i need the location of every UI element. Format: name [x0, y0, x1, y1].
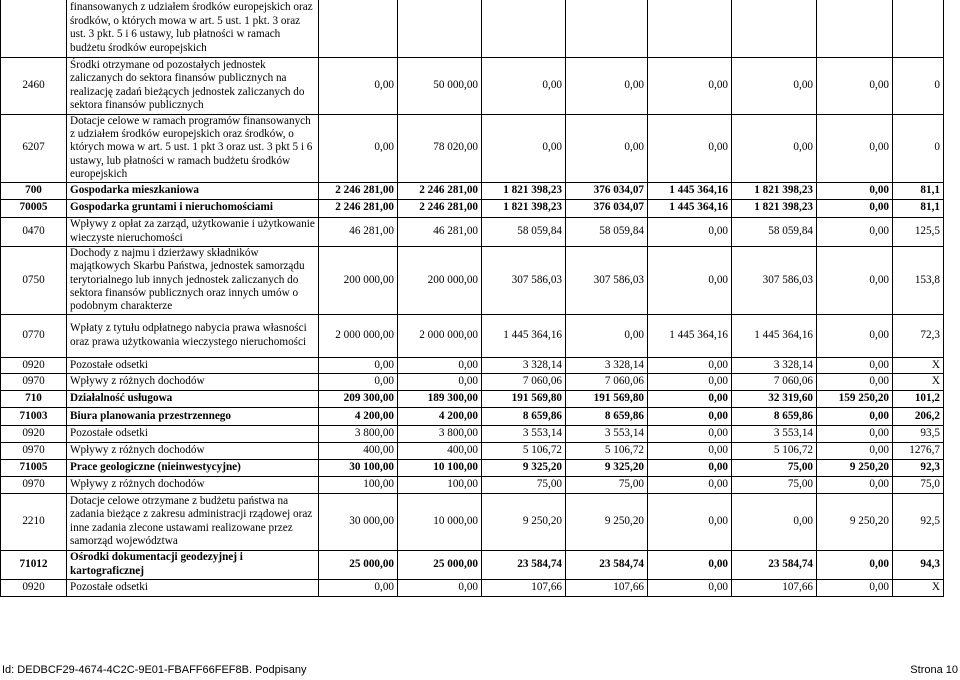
value-plan-initial: 0,00: [319, 57, 398, 114]
table-row: [1, 442, 944, 459]
value-execution-total: 8 659,86: [482, 407, 566, 425]
value-execution-total: 3 553,14: [482, 425, 566, 442]
value-plan-initial: 200 000,00: [319, 246, 398, 314]
item-description: Pozostałe odsetki: [67, 357, 319, 373]
item-description: Biura planowania przestrzennego: [67, 407, 319, 425]
value-plan-after-changes: 2 246 281,00: [398, 199, 482, 217]
table-row: [1, 246, 944, 314]
table-row: [1, 199, 944, 217]
value-execution-total: 191 569,80: [482, 390, 566, 407]
table-row: [1, 114, 944, 182]
classification-code: 710: [1, 390, 67, 407]
value-receivables: 7 060,06: [732, 373, 817, 390]
value-overdue: 159 250,20: [817, 390, 893, 407]
value-plan-initial: 46 281,00: [319, 217, 398, 246]
classification-code: 70005: [1, 199, 67, 217]
value-plan-after-changes: 189 300,00: [398, 390, 482, 407]
value-receivables: 107,66: [732, 579, 817, 596]
value-overdue: 0,00: [817, 217, 893, 246]
value-percent: 206,2: [893, 407, 944, 425]
value-plan-after-changes: 3 800,00: [398, 425, 482, 442]
value-execution-part-b: [648, 0, 732, 57]
classification-code: 2460: [1, 57, 67, 114]
item-description: Dotacje celowe otrzymane z budżetu państwa na zadania bieżące z zakresu administracji rządowej oraz inne zadania zlecone ustawami realizowane przez samorząd województwa: [67, 493, 319, 550]
value-receivables: 8 659,86: [732, 407, 817, 425]
value-execution-total: 0,00: [482, 114, 566, 182]
value-execution-part-b: 1 445 364,16: [648, 182, 732, 199]
value-execution-part-b: 0,00: [648, 373, 732, 390]
value-plan-initial: 0,00: [319, 114, 398, 182]
table-row: [1, 493, 944, 550]
value-execution-part-b: 0,00: [648, 357, 732, 373]
classification-code: 0970: [1, 476, 67, 493]
value-plan-initial: 2 000 000,00: [319, 314, 398, 357]
classification-code: 0750: [1, 246, 67, 314]
table-row: [1, 357, 944, 373]
item-description: Wpłaty z tytułu odpłatnego nabycia prawa własności oraz prawa użytkowania wieczystego nieruchomości: [67, 314, 319, 357]
value-execution-part-a: 58 059,84: [566, 217, 648, 246]
value-execution-part-b: 0,00: [648, 390, 732, 407]
table-row: [1, 57, 944, 114]
value-percent: 92,3: [893, 459, 944, 476]
classification-code: 71003: [1, 407, 67, 425]
classification-code: 71005: [1, 459, 67, 476]
item-description: Gospodarka gruntami i nieruchomościami: [67, 199, 319, 217]
value-plan-after-changes: 50 000,00: [398, 57, 482, 114]
item-description: Dotacje celowe w ramach programów finansowanych z udziałem środków europejskich oraz środków, o których mowa w art. 5 ust. 1 pkt 3 oraz ust. 3 pkt 5 i 6 ustawy, lub płatności w ramach budżetu środków europejskich: [67, 114, 319, 182]
value-execution-part-b: 0,00: [648, 459, 732, 476]
value-percent: X: [893, 357, 944, 373]
value-execution-part-b: 0,00: [648, 579, 732, 596]
value-execution-part-a: [566, 0, 648, 57]
item-description: Pozostałe odsetki: [67, 579, 319, 596]
value-execution-total: [482, 0, 566, 57]
value-execution-part-a: 376 034,07: [566, 182, 648, 199]
value-execution-part-a: 107,66: [566, 579, 648, 596]
value-plan-after-changes: 0,00: [398, 579, 482, 596]
value-percent: [893, 0, 944, 57]
value-receivables: 0,00: [732, 57, 817, 114]
table-row: [1, 550, 944, 579]
classification-code: 0920: [1, 579, 67, 596]
value-plan-initial: 30 100,00: [319, 459, 398, 476]
value-execution-part-a: 23 584,74: [566, 550, 648, 579]
value-execution-total: 23 584,74: [482, 550, 566, 579]
classification-code: [1, 0, 67, 57]
value-overdue: [817, 0, 893, 57]
table-row: [1, 407, 944, 425]
value-overdue: 0,00: [817, 373, 893, 390]
value-execution-total: 1 821 398,23: [482, 199, 566, 217]
value-execution-part-b: 1 445 364,16: [648, 199, 732, 217]
item-description: Wpływy z różnych dochodów: [67, 476, 319, 493]
value-execution-part-b: 0,00: [648, 550, 732, 579]
value-overdue: 0,00: [817, 425, 893, 442]
value-execution-part-a: 75,00: [566, 476, 648, 493]
value-overdue: 0,00: [817, 57, 893, 114]
item-description: Prace geologiczne (nieinwestycyjne): [67, 459, 319, 476]
classification-code: 71012: [1, 550, 67, 579]
value-execution-total: 3 328,14: [482, 357, 566, 373]
value-execution-total: 1 821 398,23: [482, 182, 566, 199]
value-overdue: 0,00: [817, 114, 893, 182]
value-execution-part-a: 7 060,06: [566, 373, 648, 390]
value-receivables: 0,00: [732, 493, 817, 550]
value-plan-initial: 3 800,00: [319, 425, 398, 442]
table-row: [1, 373, 944, 390]
value-plan-after-changes: 4 200,00: [398, 407, 482, 425]
value-execution-total: 0,00: [482, 57, 566, 114]
table-row: [1, 217, 944, 246]
value-overdue: 0,00: [817, 442, 893, 459]
value-plan-after-changes: 46 281,00: [398, 217, 482, 246]
value-execution-total: 9 325,20: [482, 459, 566, 476]
value-execution-part-b: 0,00: [648, 493, 732, 550]
value-overdue: 9 250,20: [817, 459, 893, 476]
value-percent: 94,3: [893, 550, 944, 579]
value-receivables: 5 106,72: [732, 442, 817, 459]
classification-code: 6207: [1, 114, 67, 182]
value-execution-part-b: 0,00: [648, 57, 732, 114]
classification-code: 700: [1, 182, 67, 199]
value-receivables: [732, 0, 817, 57]
value-plan-after-changes: 2 000 000,00: [398, 314, 482, 357]
item-description: Pozostałe odsetki: [67, 425, 319, 442]
value-percent: 81,1: [893, 182, 944, 199]
value-receivables: 1 821 398,23: [732, 182, 817, 199]
table-row: [1, 390, 944, 407]
document-id: Id: DEDBCF29-4674-4C2C-9E01-FBAFF66FEF8B. Podpisany: [2, 664, 307, 676]
classification-code: 0920: [1, 357, 67, 373]
value-percent: X: [893, 579, 944, 596]
value-plan-after-changes: 10 000,00: [398, 493, 482, 550]
value-receivables: 75,00: [732, 476, 817, 493]
value-execution-part-a: 9 250,20: [566, 493, 648, 550]
value-plan-after-changes: 400,00: [398, 442, 482, 459]
value-overdue: 0,00: [817, 246, 893, 314]
value-execution-total: 107,66: [482, 579, 566, 596]
value-execution-part-a: 8 659,86: [566, 407, 648, 425]
value-plan-initial: 209 300,00: [319, 390, 398, 407]
value-percent: 0: [893, 114, 944, 182]
value-percent: 81,1: [893, 199, 944, 217]
value-plan-initial: 30 000,00: [319, 493, 398, 550]
value-receivables: 3 328,14: [732, 357, 817, 373]
value-plan-initial: [319, 0, 398, 57]
value-overdue: 0,00: [817, 314, 893, 357]
value-overdue: 0,00: [817, 407, 893, 425]
value-percent: 153,8: [893, 246, 944, 314]
value-overdue: 0,00: [817, 199, 893, 217]
value-execution-part-b: 1 445 364,16: [648, 314, 732, 357]
value-plan-initial: 0,00: [319, 373, 398, 390]
table-row: [1, 476, 944, 493]
value-plan-initial: 2 246 281,00: [319, 182, 398, 199]
value-percent: X: [893, 373, 944, 390]
item-description: Wpływy z opłat za zarząd, użytkowanie i użytkowanie wieczyste nieruchomości: [67, 217, 319, 246]
value-plan-after-changes: 0,00: [398, 373, 482, 390]
classification-code: 0470: [1, 217, 67, 246]
value-execution-part-b: 0,00: [648, 425, 732, 442]
value-execution-total: 7 060,06: [482, 373, 566, 390]
value-execution-part-a: 191 569,80: [566, 390, 648, 407]
value-execution-part-a: 5 106,72: [566, 442, 648, 459]
table-row: [1, 0, 944, 57]
value-receivables: 32 319,60: [732, 390, 817, 407]
value-percent: 125,5: [893, 217, 944, 246]
item-description: Gospodarka mieszkaniowa: [67, 182, 319, 199]
table-row: [1, 182, 944, 199]
item-description: Ośrodki dokumentacji geodezyjnej i kartograficznej: [67, 550, 319, 579]
value-plan-initial: 400,00: [319, 442, 398, 459]
value-execution-part-b: 0,00: [648, 114, 732, 182]
value-plan-initial: 0,00: [319, 357, 398, 373]
value-overdue: 0,00: [817, 182, 893, 199]
value-execution-total: 5 106,72: [482, 442, 566, 459]
value-plan-after-changes: 2 246 281,00: [398, 182, 482, 199]
value-receivables: 1 821 398,23: [732, 199, 817, 217]
classification-code: 0770: [1, 314, 67, 357]
value-execution-part-a: 3 328,14: [566, 357, 648, 373]
value-overdue: 9 250,20: [817, 493, 893, 550]
item-description: Dochody z najmu i dzierżawy składników majątkowych Skarbu Państwa, jednostek samorządu terytorialnego lub innych jednostek zaliczanych do sektora finansów publicznych oraz innych umów o podobnym charakterze: [67, 246, 319, 314]
value-overdue: 0,00: [817, 579, 893, 596]
value-plan-initial: 25 000,00: [319, 550, 398, 579]
value-percent: 92,5: [893, 493, 944, 550]
value-execution-part-b: 0,00: [648, 246, 732, 314]
value-execution-part-b: 0,00: [648, 407, 732, 425]
value-execution-total: 75,00: [482, 476, 566, 493]
value-plan-initial: 2 246 281,00: [319, 199, 398, 217]
value-execution-total: 307 586,03: [482, 246, 566, 314]
page-number: Strona 10: [910, 664, 958, 676]
value-receivables: 23 584,74: [732, 550, 817, 579]
value-execution-part-a: 376 034,07: [566, 199, 648, 217]
value-execution-part-b: 0,00: [648, 442, 732, 459]
value-receivables: 3 553,14: [732, 425, 817, 442]
item-description: finansowanych z udziałem środków europejskich oraz środków, o których mowa w art. 5 ust. 1 pkt. 3 oraz ust. 3 pkt. 5 i 6 ustawy, lub płatności w ramach budżetu środków europejskich: [67, 0, 319, 57]
value-receivables: 307 586,03: [732, 246, 817, 314]
classification-code: 0970: [1, 442, 67, 459]
value-overdue: 0,00: [817, 476, 893, 493]
table-row: [1, 459, 944, 476]
value-plan-initial: 4 200,00: [319, 407, 398, 425]
value-percent: 75,0: [893, 476, 944, 493]
value-receivables: 0,00: [732, 114, 817, 182]
item-description: Wpływy z różnych dochodów: [67, 373, 319, 390]
value-percent: 101,2: [893, 390, 944, 407]
table-body: [1, 0, 944, 596]
item-description: Działalność usługowa: [67, 390, 319, 407]
value-execution-part-a: 307 586,03: [566, 246, 648, 314]
item-description: Wpływy z różnych dochodów: [67, 442, 319, 459]
value-execution-part-b: 0,00: [648, 217, 732, 246]
value-plan-after-changes: 78 020,00: [398, 114, 482, 182]
value-execution-total: 1 445 364,16: [482, 314, 566, 357]
value-execution-part-a: 0,00: [566, 57, 648, 114]
value-plan-after-changes: 100,00: [398, 476, 482, 493]
value-execution-total: 58 059,84: [482, 217, 566, 246]
value-percent: 0: [893, 57, 944, 114]
value-execution-part-b: 0,00: [648, 476, 732, 493]
value-receivables: 1 445 364,16: [732, 314, 817, 357]
classification-code: 0920: [1, 425, 67, 442]
value-percent: 72,3: [893, 314, 944, 357]
table-row: [1, 425, 944, 442]
value-plan-after-changes: [398, 0, 482, 57]
value-execution-part-a: 0,00: [566, 314, 648, 357]
value-plan-after-changes: 10 100,00: [398, 459, 482, 476]
classification-code: 0970: [1, 373, 67, 390]
value-plan-initial: 0,00: [319, 579, 398, 596]
value-execution-total: 9 250,20: [482, 493, 566, 550]
value-execution-part-a: 0,00: [566, 114, 648, 182]
classification-code: 2210: [1, 493, 67, 550]
value-plan-after-changes: 200 000,00: [398, 246, 482, 314]
item-description: Środki otrzymane od pozostałych jednostek zaliczanych do sektora finansów publicznych na realizację zadań bieżących jednostek zaliczanych do sektora finansów publicznych: [67, 57, 319, 114]
value-receivables: 58 059,84: [732, 217, 817, 246]
value-plan-after-changes: 0,00: [398, 357, 482, 373]
table-row: [1, 314, 944, 357]
value-receivables: 75,00: [732, 459, 817, 476]
value-plan-initial: 100,00: [319, 476, 398, 493]
value-execution-part-a: 9 325,20: [566, 459, 648, 476]
value-overdue: 0,00: [817, 550, 893, 579]
table-row: [1, 579, 944, 596]
value-percent: 93,5: [893, 425, 944, 442]
value-percent: 1276,7: [893, 442, 944, 459]
value-overdue: 0,00: [817, 357, 893, 373]
value-execution-part-a: 3 553,14: [566, 425, 648, 442]
value-plan-after-changes: 25 000,00: [398, 550, 482, 579]
